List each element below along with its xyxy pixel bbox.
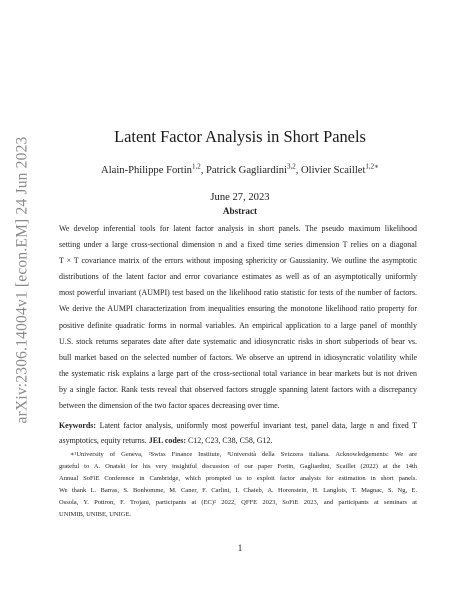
author-name: Patrick Gagliardini bbox=[206, 165, 287, 176]
keywords-label: Keywords: bbox=[59, 421, 97, 430]
keywords-line bbox=[59, 419, 417, 434]
abstract-heading: Abstract bbox=[222, 206, 258, 216]
abstract-line: We develop inferential tools for latent factor analysis in short panels. The pseudo maximum likelihood bbox=[59, 224, 417, 233]
footnote-line: grateful to A. Onatski for his very insightful discussion of our paper Fortin, Gagliardini, Scaillet (2022) at the 14th bbox=[59, 463, 417, 470]
author-list bbox=[40, 162, 440, 176]
footnote-line: Annual SoFiE Conference in Cambridge, which prompted us to exploit factor analysis for estimation in short panels. bbox=[59, 475, 417, 482]
abstract-line: most powerful invariant (AUMPI) test based on the likelihood ratio statistic for tests of the number of factors. bbox=[59, 288, 417, 298]
footnote bbox=[59, 449, 417, 521]
jel-codes: C12, C23, C38, C58, G12. bbox=[187, 435, 273, 445]
author-name: Olivier Scaillet bbox=[300, 165, 366, 176]
author-separator: , bbox=[200, 165, 207, 176]
footnote-line: ∗¹University of Geneva, ²Swiss Finance Institute, ³Università della Svizzera italiana. Acknowledgements: We are bbox=[70, 451, 417, 458]
abstract-body bbox=[59, 221, 417, 414]
arxiv-identifier-text: arXiv:2306.14004v1 [econ.EM] 24 Jun 2023 bbox=[13, 136, 30, 424]
page-number: 1 bbox=[237, 544, 243, 554]
abstract-line: U.S. stock returns separates date after date systematic and idiosyncratic risks in short subperiods of bear vs. bbox=[59, 336, 417, 346]
author-affiliation: 3,2 bbox=[286, 162, 296, 171]
author-separator: , bbox=[295, 165, 301, 176]
keywords-text: Latent factor analysis, uniformly most powerful invariant test, panel data, large n and fixed T bbox=[99, 421, 418, 430]
keywords-line bbox=[59, 434, 417, 449]
paper-title: Latent Factor Analysis in Short Panels bbox=[114, 127, 366, 146]
author-affiliation: 1,2∗ bbox=[365, 162, 379, 171]
keywords-text: asymptotics, equity returns. bbox=[59, 435, 147, 445]
footnote-line: We thank L. Barras, S. Bonhomme, M. Caner, F. Carlini, I. Chaieb, A. Horenstein, H. Langlois, T. Magnac, S. Ng, E. bbox=[59, 487, 417, 494]
arxiv-identifier bbox=[4, 136, 40, 424]
abstract-line: between the dimension of the two factor spaces decreasing over time. bbox=[59, 401, 280, 411]
author-affiliation: 1,2 bbox=[191, 162, 201, 171]
abstract-line: We derive the AUMPI characterization from inequalities ensuring the monotone likelihood ratio property for bbox=[59, 304, 417, 314]
abstract-line: the systematic risk explains a large part of the cross-sectional total variance in bear markets but is not driven bbox=[59, 368, 417, 378]
abstract-line: positive definite quadratic forms in normal variables. An empirical application to a large panel of monthly bbox=[59, 320, 417, 330]
footnote-line: UNIMIB, UNIBE, UNIGE. bbox=[59, 511, 132, 518]
abstract-line: distributions of the latent factor and error covariance estimates as well as of an asymptotically uniformly bbox=[59, 272, 417, 282]
abstract-line: bull market based on the selected number of factors. We observe an uptrend in idiosyncratic volatility while bbox=[59, 352, 417, 362]
abstract-line: by a single factor. Rank tests reveal that observed factors struggle spanning latent factors with a discrepancy bbox=[59, 384, 417, 394]
jel-label: JEL codes: bbox=[148, 435, 186, 445]
author-name: Alain-Philippe Fortin bbox=[101, 165, 192, 176]
publication-date: June 27, 2023 bbox=[210, 192, 270, 203]
footnote-line: Ossola, Y. Potiron, F. Trojani, participants at (EC)² 2022, QFFE 2023, SoFiE 2023, and participants at seminars at bbox=[59, 499, 417, 506]
abstract-line: T × T covariance matrix of the errors without imposing sphericity or Gaussianity. We outline the asymptotic bbox=[59, 256, 417, 266]
keywords-block bbox=[59, 419, 417, 448]
abstract-line: setting under a large cross-sectional dimension n and a fixed time series dimension T relies on a diagonal bbox=[59, 240, 417, 250]
